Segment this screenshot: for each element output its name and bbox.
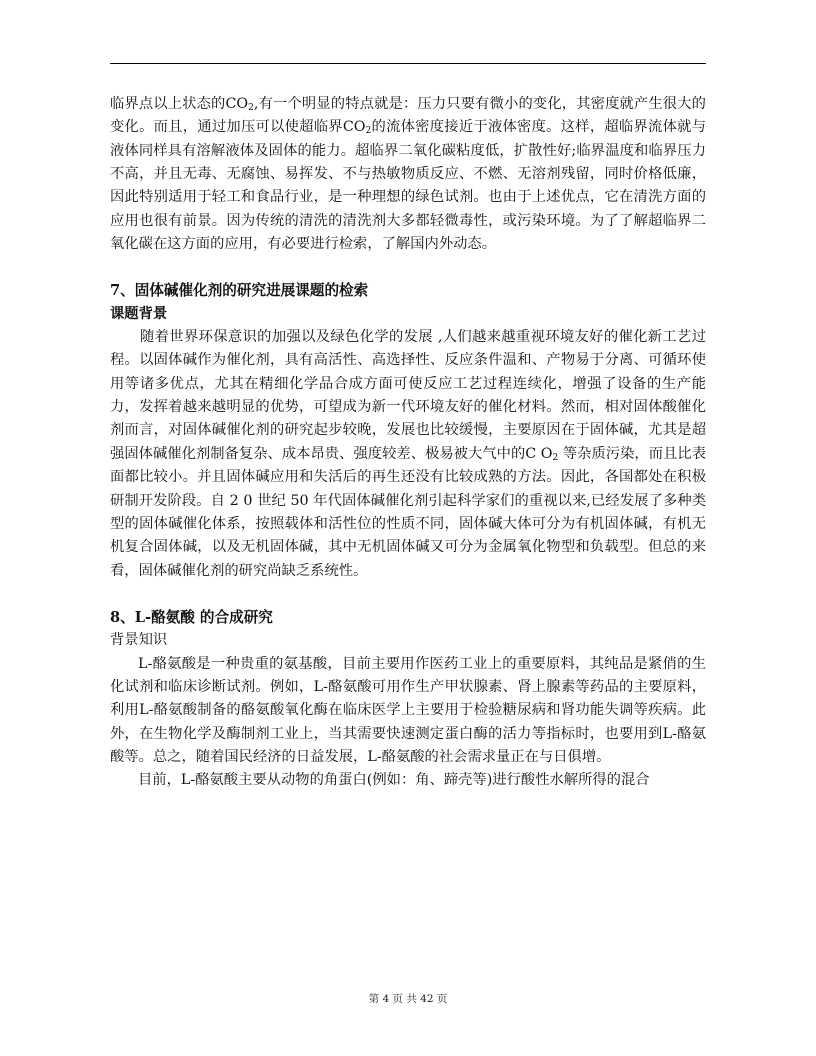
section7-heading: 7、固体碱催化剂的研究进展课题的检索: [110, 282, 369, 300]
section8-heading: 8、L-酪氨酸 的合成研究: [110, 608, 273, 626]
section8-paragraph-2: 目前，L-酪氨酸主要从动物的角蛋白(例如：角、蹄壳等)进行酸性水解所得的混合: [138, 772, 650, 789]
section8-subheading: 背景知识: [110, 632, 168, 649]
text-run: ,有一个明显的特点就是：压力只要有微小的变化，其密度就产生很大的变化。而且，通过加压可以使超临界CO: [110, 96, 706, 136]
text-run: 等杂质污染，而且比表面都比较小。并且固体碱应用和失活后的再生还没有比较成熟的方法。因此，各国都处在积极研制开发阶段。自 2 0 世纪 50 年代固体碱催化剂引起科学家们的重视以来,已经发展了多种类型的固体碱催化体系，按照载体和活性位的性质不同，固体碱大体可分为有机固体碱，有机无机复合固体碱，以及无机固体碱，其中无机固体碱又可分为金属氧化物型和负载型。但总的来看，固体碱催化剂的研究尚缺乏系统性。: [110, 445, 706, 579]
subscript: 2: [552, 452, 559, 463]
section7-subheading: 课题背景: [110, 305, 168, 322]
subscript: 2: [365, 126, 372, 137]
subscript: 2: [248, 103, 254, 113]
section7-paragraph: [110, 326, 706, 583]
text-run: 的流体密度接近于液体密度。这样，超临界流体就与液体同样具有溶解液体及固体的能力。超临界二氧化碳粘度低，扩散性好;临界温度和临界压力不高，并且无毒、无腐蚀、易挥发、不与热敏物质反应、不燃、无溶剂残留，同时价格低廉，因此特别适用于轻工和食品行业，是一种理想的绿色试剂。也由于上述优点，它在清洗方面的应用也很有前景。因为传统的清洗的清洗剂大多都轻微毒性，或污染环境。为了了解超临界二氧化碳在这方面的应用，有必要进行检索，了解国内外动态。: [110, 119, 706, 253]
text-run: 随着世界环保意识的加强以及绿色化学的发展 ,人们越来越重视环境友好的催化新工艺过程。以固体碱作为催化剂，具有高活性、高选择性、反应条件温和、产物易于分离、可循环使用等诸多优点，尤其在精细化学品合成方面可使反应工艺过程连续化，增强了设备的生产能力，发挥着越来越明显的优势，可望成为新一代环境友好的催化材料。然而，相对固体酸催化剂而言，对固体碱催化剂的研究起步较晚，发展也比较缓慢，主要原因在于固体碱，尤其是超强固体碱催化剂制备复杂、成本昂贵、强度较差、极易被大气中的C O: [110, 329, 706, 462]
section8-paragraph-1: L-酪氨酸是一种贵重的氨基酸，目前主要用作医药工业上的重要原料，其纯品是紧俏的生化试剂和临床诊断试剂。例如，L-酪氨酸可用作生产甲状腺素、肾上腺素等药品的主要原料，利用L-酪氨酸制备的酪氨酸氧化酶在临床医学上主要用于检验糖尿病和肾功能失调等疾病。此外，在生物化学及酶制剂工业上，当其需要快速测定蛋白酶的活力等指标时，也要用到L-酪氨酸等。总之，随着国民经济的日益发展，L-酪氨酸的社会需求量正在与日俱增。: [110, 655, 706, 765]
header-rule: [110, 63, 706, 64]
section6-paragraph: [110, 93, 706, 256]
text-run: 临界点以上状态的CO: [110, 96, 249, 112]
page-number: 第 4 页 共 42 页: [368, 993, 448, 1005]
document-body: [110, 93, 706, 793]
